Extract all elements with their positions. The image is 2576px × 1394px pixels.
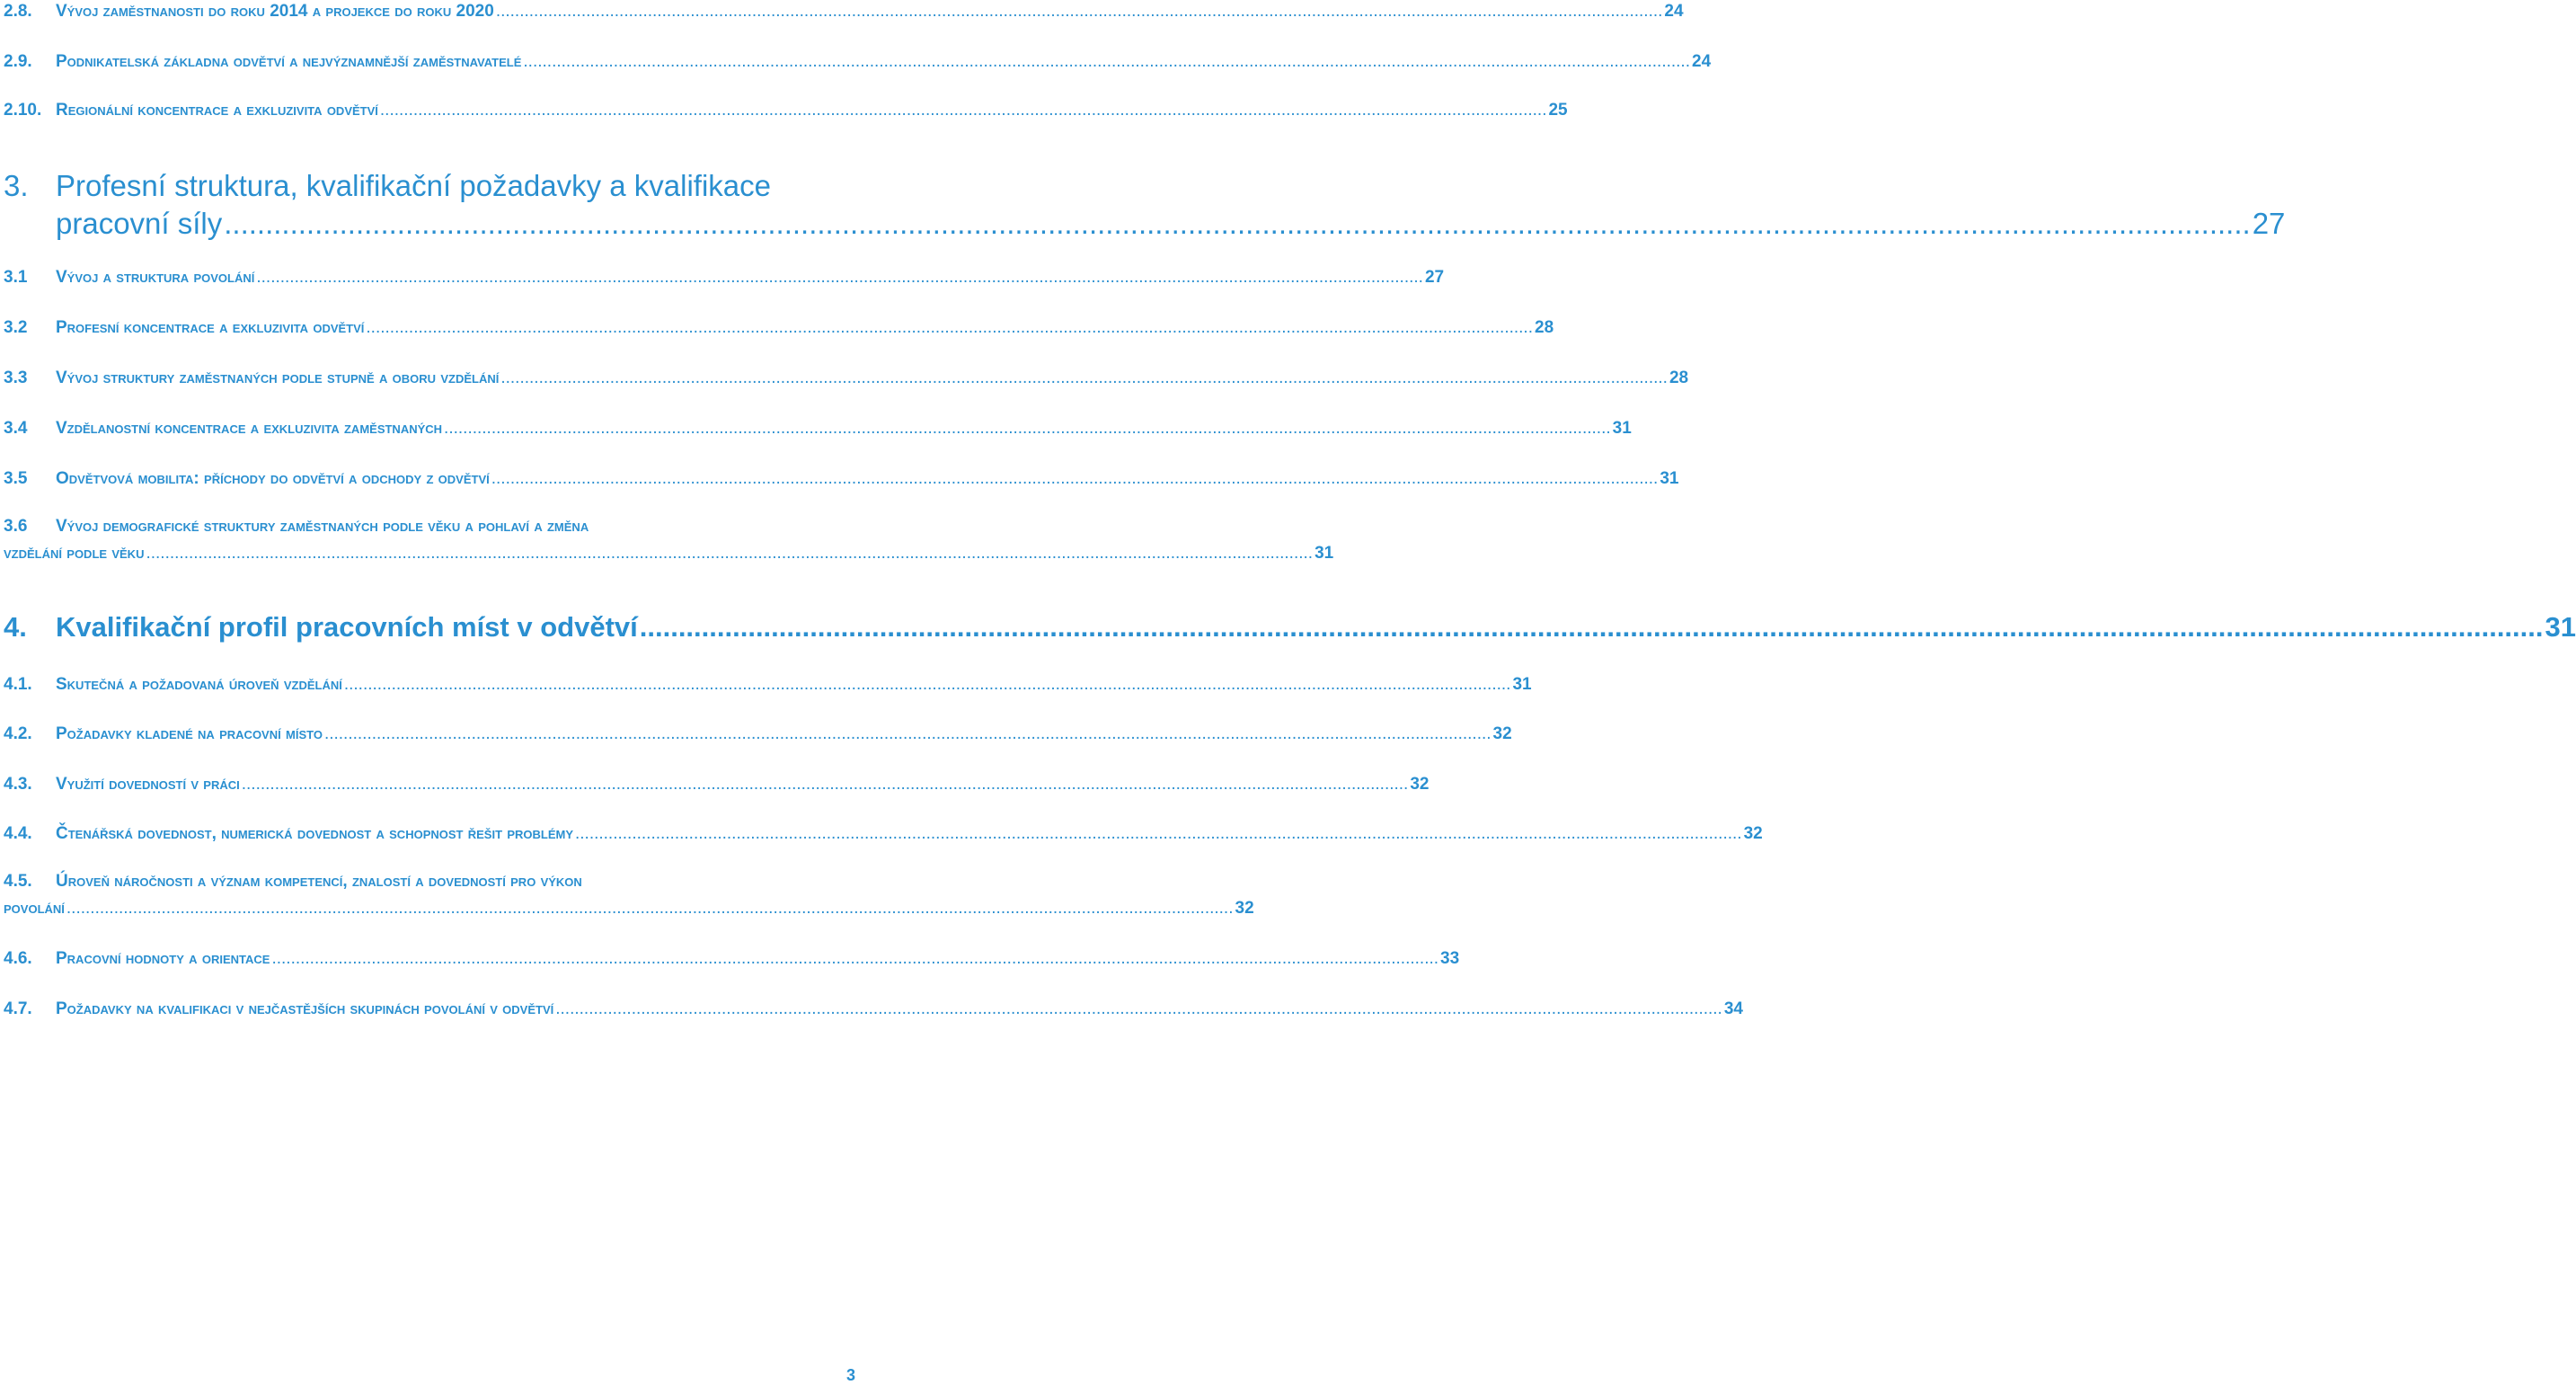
toc-page: 27 bbox=[1424, 268, 1445, 287]
toc-leader bbox=[523, 52, 1690, 72]
toc-number: 4. bbox=[4, 611, 27, 643]
toc-number: 3. bbox=[4, 169, 29, 202]
toc-number: 4.5. bbox=[4, 872, 32, 891]
toc-label: Požadavky kladené na pracovní místo bbox=[56, 724, 323, 743]
toc-number: 3.3 bbox=[4, 368, 28, 387]
toc-leader bbox=[256, 268, 1423, 288]
toc-label-line2: vzdělání podle věku bbox=[4, 544, 145, 563]
toc-label: Vývoj struktury zaměstnaných podle stupně a oboru vzdělání bbox=[56, 368, 500, 387]
toc-label-line2: pracovní síly bbox=[56, 207, 223, 240]
toc-page: 32 bbox=[1235, 899, 1254, 918]
toc-label: Podnikatelská základna odvětví a nejvýznamnější zaměstnavatelé bbox=[56, 52, 522, 71]
toc-leader bbox=[500, 368, 1668, 388]
toc-number: 3.2 bbox=[4, 318, 28, 337]
toc-entry-2-10[interactable] bbox=[4, 101, 1568, 120]
toc-entry-3[interactable] bbox=[4, 169, 2286, 241]
toc-entry-4-3[interactable] bbox=[4, 775, 1430, 795]
toc-leader bbox=[575, 824, 1742, 844]
page-number: 3 bbox=[845, 1366, 855, 1384]
toc-entry-4-2[interactable] bbox=[4, 724, 1512, 744]
toc-label-line1: Úroveň náročnosti a význam kompetencí, znalostí a dovedností pro výkon bbox=[56, 872, 582, 891]
toc-page: 24 bbox=[1664, 2, 1684, 21]
toc-number: 2.10. bbox=[4, 101, 42, 120]
toc-leader bbox=[271, 949, 1438, 969]
toc-number: 3.4 bbox=[4, 419, 28, 438]
toc-entry-3-5[interactable] bbox=[4, 469, 1679, 489]
toc-page: 25 bbox=[1548, 101, 1568, 120]
toc-entry-3-3[interactable] bbox=[4, 368, 1689, 388]
toc-entry-4[interactable] bbox=[4, 611, 2576, 644]
toc-page: 32 bbox=[1492, 724, 1512, 743]
toc-leader bbox=[491, 469, 1659, 489]
toc-leader bbox=[444, 419, 1611, 439]
toc-number: 2.8. bbox=[4, 2, 32, 21]
toc-entry-3-6[interactable] bbox=[4, 517, 1334, 564]
toc-entry-4-7[interactable] bbox=[4, 999, 1743, 1019]
toc-leader bbox=[242, 775, 1409, 795]
toc-leader bbox=[555, 999, 1722, 1019]
toc-leader bbox=[324, 724, 1492, 744]
toc-page: 24 bbox=[1692, 52, 1712, 71]
toc-label: Vývoj a struktura povolání bbox=[56, 268, 255, 287]
toc-entry-2-9[interactable] bbox=[4, 52, 1712, 72]
toc-leader bbox=[640, 611, 2544, 644]
toc-number: 4.2. bbox=[4, 724, 32, 743]
toc-label: Profesní koncentrace a exkluzivita odvětví bbox=[56, 318, 365, 337]
toc-label: Požadavky na kvalifikaci v nejčastějších skupinách povolání v odvětví bbox=[56, 999, 554, 1018]
toc-number: 4.1. bbox=[4, 675, 32, 694]
toc-number: 4.6. bbox=[4, 949, 32, 968]
toc-leader bbox=[224, 207, 2250, 241]
toc-leader bbox=[344, 675, 1511, 695]
toc-label: Vzdělanostní koncentrace a exkluzivita zaměstnaných bbox=[56, 419, 443, 438]
toc-page: 32 bbox=[1743, 824, 1763, 843]
toc-label: Pracovní hodnoty a orientace bbox=[56, 949, 270, 968]
toc-page: 31 bbox=[1512, 675, 1532, 694]
toc-label-line2: povolání bbox=[4, 899, 65, 918]
toc-page: 27 bbox=[2252, 207, 2286, 240]
toc-number: 3.6 bbox=[4, 517, 28, 536]
toc-entry-3-1[interactable] bbox=[4, 268, 1445, 288]
toc-leader bbox=[496, 2, 1663, 22]
toc-number: 4.4. bbox=[4, 824, 32, 843]
toc-entry-4-1[interactable] bbox=[4, 675, 1532, 695]
toc-label: Vývoj zaměstnanosti do roku 2014 a projekce do roku 2020 bbox=[56, 2, 494, 21]
toc-page: 32 bbox=[1410, 775, 1430, 794]
toc-page: 31 bbox=[1315, 544, 1334, 563]
toc-page: 28 bbox=[1669, 368, 1689, 387]
toc-label: Skutečná a požadovaná úroveň vzdělání bbox=[56, 675, 342, 694]
toc-entry-2-8[interactable] bbox=[4, 2, 1684, 22]
toc-leader bbox=[380, 101, 1547, 120]
toc-number: 2.9. bbox=[4, 52, 32, 71]
toc-page: 33 bbox=[1440, 949, 1460, 968]
toc-entry-4-6[interactable] bbox=[4, 949, 1460, 969]
toc-entry-3-2[interactable] bbox=[4, 318, 1554, 338]
toc-label-line1: Vývoj demografické struktury zaměstnaných podle věku a pohlaví a změna bbox=[56, 517, 589, 536]
toc-page: 28 bbox=[1535, 318, 1554, 337]
toc-label: Odvětvová mobilita: příchody do odvětví a odchody z odvětví bbox=[56, 469, 490, 488]
toc-label: Čtenářská dovednost, numerická dovednost a schopnost řešit problémy bbox=[56, 824, 573, 843]
toc-page: 31 bbox=[2545, 611, 2576, 643]
toc-label-line1: Profesní struktura, kvalifikační požadavky a kvalifikace bbox=[56, 169, 772, 202]
toc-number: 3.5 bbox=[4, 469, 28, 488]
toc-entry-4-4[interactable] bbox=[4, 824, 1763, 844]
toc-page: 34 bbox=[1723, 999, 1743, 1018]
toc-number: 3.1 bbox=[4, 268, 28, 287]
toc-number: 4.3. bbox=[4, 775, 32, 794]
toc-label: Využití dovedností v práci bbox=[56, 775, 240, 794]
toc-number: 4.7. bbox=[4, 999, 32, 1018]
toc-leader bbox=[146, 544, 1313, 564]
toc-label: Kvalifikační profil pracovních míst v odvětví bbox=[56, 611, 638, 643]
toc-label: Regionální koncentrace a exkluzivita odvětví bbox=[56, 101, 378, 120]
toc-entry-4-5[interactable] bbox=[4, 872, 1254, 919]
toc-entry-3-4[interactable] bbox=[4, 419, 1632, 439]
toc-leader bbox=[366, 318, 1533, 338]
toc-page: 31 bbox=[1660, 469, 1679, 488]
toc-page: 31 bbox=[1612, 419, 1632, 438]
toc-leader bbox=[66, 899, 1234, 919]
